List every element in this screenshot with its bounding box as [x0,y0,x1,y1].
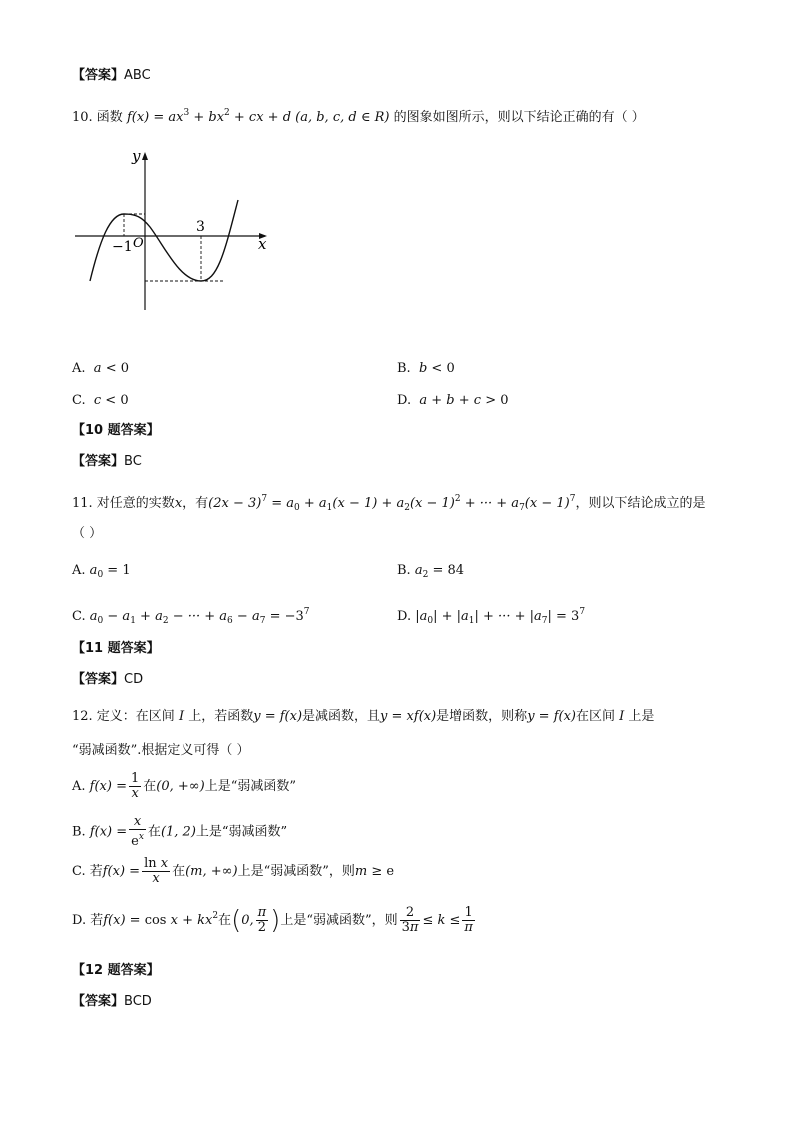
q11-option-a: A. $a_0 = 1$ [72,563,131,580]
q10-answer [72,453,142,471]
option-label: C. [72,393,86,408]
q12-stem-part: 上，若函数 [188,709,254,724]
answer-header: 【10 题答案】 [72,423,160,438]
q11-option-d: D. $|a_0| + |a_1|$ + ··· + $|a_7| = 3^7$ [397,607,586,626]
q10-option-b: B. b < 0 [397,361,455,376]
answer-text: CD [124,672,144,687]
answer-tag: 【答案】 [72,994,125,1009]
q10-option-a: A. a < 0 [72,361,129,376]
q12-stem-part: 是减函数，且 [302,709,381,724]
q12-stem: 12. 定义：在区间 I 上，若函数y = f(x)是减函数，且y = xf(x)是增函数，则称y = f(x)在区间 I 上是 [72,709,655,724]
q12-stem-part: “弱减函数”.根据定义可得（ ） [72,743,250,758]
option-text: 上是“弱减函数” [195,824,288,840]
option-text: 在 [143,779,157,794]
q10-stem-suffix: 的图象如图所示，则以下结论正确的有（ ） [393,110,645,125]
q12-option-c: C. 若f(x) = $\frac{\text{ln x}}{x}$ 在(m, +∞)上是“弱减函数”，则m ≥ e [72,856,395,886]
option-label: D. 若 [72,913,104,928]
q12-header [72,962,160,980]
q10-cubic-graph [70,145,280,315]
q11-stem-prefix: 11. 对任意的实数 [72,496,175,511]
option-label: D. [397,609,412,624]
option-text: 在 [172,864,186,879]
answer-paren: （ ） [72,526,103,541]
q11-option-c: C. $a_0 - a_1 + a_2$ − ··· + $a_6 - a_7 = -3^7$ [72,607,310,626]
q11-header [72,640,160,658]
graph-x-label: x [258,235,267,253]
q12-option-b: B. f(x) = $\frac{x}{e^x}$ 在(1, 2)上是“弱减函数” [72,814,288,849]
option-text: 上是“弱减函数” [204,779,296,794]
q12-option-d: D. 若$f(x) = \cos x + kx^2$在(0, $\frac{\pi}{2}$ )上是“弱减函数”，则 $\frac{2}{3\pi}$ ≤ k ≤ $\frac{1}{\pi}$ [72,905,473,936]
graph-origin-label: O [133,236,144,251]
option-label: B. [397,563,411,578]
option-text: 在 [218,913,232,928]
answer-header: 【11 题答案】 [72,641,160,656]
q12-stem-part: 是增函数，则称 [436,709,528,724]
q12-option-a: A. f(x) = $\frac{1}{x}$ 在(0, +∞)上是“弱减函数” [72,771,296,801]
q12-answer [72,993,152,1011]
graph-neg-one-label: −1 [112,239,133,255]
option-label: B. [397,361,411,376]
option-label: A. [72,563,86,578]
q10-header [72,422,160,440]
option-label: C. 若 [72,864,103,879]
q9-answer [72,67,151,85]
q11-option-b: B. $a_2 = 84$ [397,563,465,580]
q12-stem-part: 12. 定义：在区间 [72,709,175,724]
q11-expansion-formula: $(2x - 3)^7 = a_0 + a_1(x - 1) + a_2(x - 1)^2$ + ··· + $a_7(x - 1)^7$ [208,494,576,513]
option-text: 上是“弱减函数”，则 [237,864,355,879]
answer-tag: 【答案】 [72,454,125,469]
graph-y-label: y [132,147,141,165]
answer-tag: 【答案】 [72,672,125,687]
option-text: 上是“弱减函数”，则 [280,913,398,928]
q10-stem-prefix: 10. 函数 [72,110,123,125]
q10-stem [72,104,645,127]
q10-function-formula: $f(x) = ax^3 + bx^2$ + cx + d (a, b, c, d ∈ R) [126,108,390,125]
option-label: B. [72,824,86,840]
q10-option-c: C. c < 0 [72,393,129,408]
option-label: A. [72,361,86,376]
answer-text: BCD [124,994,152,1009]
q12-stem-line2 [72,742,250,760]
q11-stem: 11. 对任意的实数x，有$(2x - 3)^7 = a_0 + a_1(x - 1) + a_2(x - 1)^2$ + ··· + $a_7(x - 1)^7$，则以下结论成立的是 [72,494,706,513]
q10-option-d: D. a + b + c > 0 [397,393,509,408]
q11-stem-suffix: ，则以下结论成立的是 [575,496,706,511]
answer-text: BC [124,454,142,469]
q11-stem-mid: ，有 [182,496,209,511]
q12-stem-part: 在区间 [575,709,615,724]
answer-text: ABC [124,68,151,83]
q11-answer [72,671,143,689]
option-label: C. [72,609,86,624]
option-label: D. [397,393,412,408]
answer-header: 【12 题答案】 [72,963,160,978]
answer-tag: 【答案】 [72,68,125,83]
option-text: 在 [147,824,161,840]
option-label: A. [72,779,86,794]
graph-three-label: 3 [196,219,205,235]
q11-paren [72,525,102,543]
q12-stem-part: 上是 [628,709,655,724]
